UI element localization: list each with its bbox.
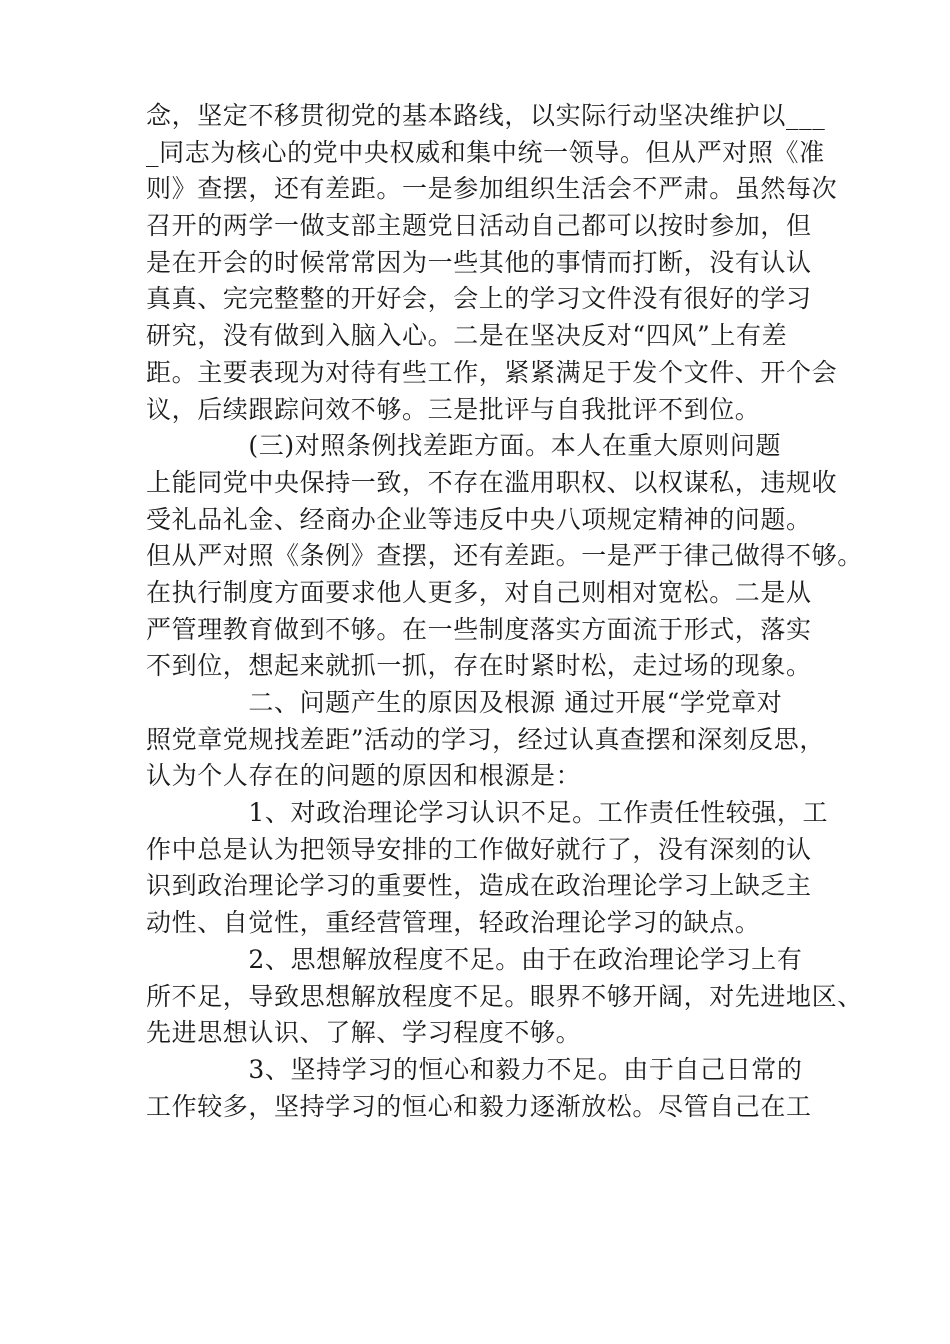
- text-line: 但从严对照《条例》查摆，还有差距。一是严于律己做得不够。: [146, 541, 863, 571]
- text-line: 真真、完完整整的开好会，会上的学习文件没有很好的学习: [146, 284, 812, 314]
- section-heading-line: 二、问题产生的原因及根源 通过开展“学党章对: [146, 688, 783, 717]
- numbered-item-line: 1、对政治理论学习认识不足。工作责任性较强，工: [146, 798, 829, 828]
- text-line: 工作较多，坚持学习的恒心和毅力逐渐放松。尽管自己在工: [146, 1091, 812, 1121]
- numbered-item-line: 3、坚持学习的恒心和毅力不足。由于自己日常的: [146, 1054, 803, 1084]
- document-body: [146, 98, 863, 1125]
- text-line: 议，后续跟踪问效不够。三是批评与自我批评不到位。: [146, 394, 761, 424]
- text-line: 作中总是认为把领导安排的工作做好就行了，没有深刻的认: [146, 834, 812, 864]
- text-line: 严管理教育做到不够。在一些制度落实方面流于形式，落实: [146, 614, 812, 644]
- text-line: 动性、自觉性，重经营管理，轻政治理论学习的缺点。: [146, 908, 761, 938]
- text-line: 所不足，导致思想解放程度不足。眼界不够开阔，对先进地区、: [146, 981, 863, 1011]
- numbered-item-line: 2、思想解放程度不足。由于在政治理论学习上有: [146, 944, 803, 974]
- text-line: 受礼品礼金、经商办企业等违反中央八项规定精神的问题。: [146, 504, 812, 534]
- text-line: 念，坚定不移贯彻党的基本路线，以实际行动坚决维护以___: [146, 101, 826, 130]
- text-line: 在执行制度方面要求他人更多，对自己则相对宽松。二是从: [146, 577, 812, 607]
- section-heading-line: (三)对照条例找差距方面。本人在重大原则问题: [146, 431, 782, 461]
- text-line: 照党章党规找差距”活动的学习，经过认真查摆和深刻反思，: [146, 724, 825, 754]
- text-line: 不到位，想起来就抓一抓，存在时紧时松，走过场的现象。: [146, 651, 812, 681]
- text-line: 召开的两学一做支部主题党日活动自己都可以按时参加，但: [146, 211, 812, 241]
- text-line: 研究，没有做到入脑入心。二是在坚决反对“四风”上有差: [146, 321, 788, 351]
- text-line: 是在开会的时候常常因为一些其他的事情而打断，没有认认: [146, 247, 812, 277]
- text-line: 上能同党中央保持一致，不存在滥用职权、以权谋私，违规收: [146, 467, 838, 497]
- text-line: 认为个人存在的问题的原因和根源是：: [146, 761, 582, 791]
- text-line: 识到政治理论学习的重要性，造成在政治理论学习上缺乏主: [146, 871, 812, 901]
- text-line: _同志为核心的党中央权威和集中统一领导。但从严对照《准: [146, 137, 825, 167]
- text-line: 先进思想认识、了解、学习程度不够。: [146, 1018, 582, 1048]
- text-line: 则》查摆，还有差距。一是参加组织生活会不严肃。虽然每次: [146, 174, 838, 204]
- text-line: 距。主要表现为对待有些工作，紧紧满足于发个文件、开个会: [146, 357, 838, 387]
